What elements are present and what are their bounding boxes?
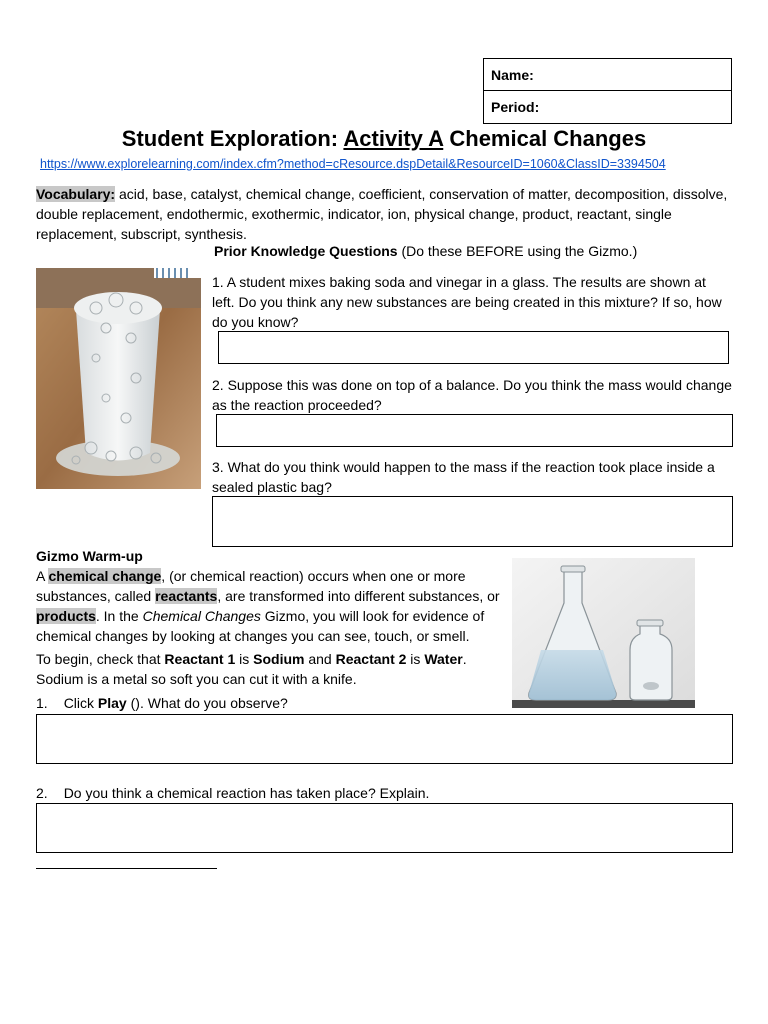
gizmo-link[interactable]: https://www.explorelearning.com/index.cfm?method=cResource.dspDetail&ResourceID=1060&ClassID=3394504 xyxy=(40,157,666,171)
warmup-p1-text-a: A xyxy=(36,568,49,584)
reactant-1-label: Reactant 1 xyxy=(164,651,236,667)
baking-soda-image xyxy=(36,268,201,489)
warmup-p2-text-e: . xyxy=(462,651,467,667)
prior-question-1: 1. A student mixes baking soda and vinegar in a glass. The results are shown at left. Do you think any new substances are being created in this mixture? If so, how do you know? xyxy=(212,274,722,330)
prior-question-2: 2. Suppose this was done on top of a balance. Do you think the mass would change as the reaction proceeded? xyxy=(212,377,732,413)
prior-knowledge-note: (Do these BEFORE using the Gizmo.) xyxy=(397,243,638,259)
prior-knowledge-heading xyxy=(214,243,637,259)
warmup-p2-text-d: is xyxy=(406,651,425,667)
erlenmeyer-flask-icon xyxy=(512,558,695,708)
warmup-p1-text-b: , (or chemical reaction) occurs when one or more substances, called xyxy=(36,568,466,604)
warmup-p2-text-b: is xyxy=(235,651,254,667)
warmup-question-2 xyxy=(36,783,429,803)
answer-box-prior-3[interactable] xyxy=(212,496,733,547)
sodium-label: Sodium xyxy=(253,651,305,667)
warmup-q1-text-b: (). What do you observe? xyxy=(126,695,288,711)
warmup-q2-number: 2. xyxy=(36,785,48,801)
title-prefix: Student Exploration: xyxy=(121,126,344,151)
water-label: Water xyxy=(424,651,463,667)
period-field[interactable] xyxy=(484,91,731,123)
name-field[interactable] xyxy=(484,59,731,91)
name-period-table xyxy=(483,58,732,124)
page-title xyxy=(0,126,768,152)
title-activity: Activity A xyxy=(343,126,444,151)
warmup-p2-text-c: and xyxy=(304,651,336,667)
gizmo-name: Chemical Changes xyxy=(142,608,261,624)
prior-knowledge-title: Prior Knowledge Questions xyxy=(214,243,398,259)
warmup-paragraph-1 xyxy=(36,566,501,646)
term-chemical-change: chemical change xyxy=(48,568,162,584)
baking-soda-glass-icon xyxy=(36,268,201,489)
warmup-question-1 xyxy=(36,693,288,713)
vocabulary-paragraph xyxy=(36,184,736,244)
flask-image xyxy=(512,558,695,708)
term-reactants: reactants xyxy=(155,588,218,604)
vocabulary-terms: acid, base, catalyst, chemical change, coefficient, conservation of matter, decomposition, dissolve, double replacement, endothermic, exothermic, indicator, ion, physical change, product, reactant, single replacement, subscript, synthesis. xyxy=(36,186,728,242)
warmup-p2-line-2: Sodium is a metal so soft you can cut it with a knife. xyxy=(36,671,357,687)
warmup-p1-text-e: Gizmo, you will look for evidence of chemical changes by looking at changes you can see, touch, or smell. xyxy=(36,608,485,644)
reactant-2-label: Reactant 2 xyxy=(335,651,407,667)
answer-box-warmup-1[interactable] xyxy=(36,714,733,764)
footnote-separator xyxy=(36,868,217,869)
warmup-heading: Gizmo Warm-up xyxy=(36,548,143,564)
answer-box-warmup-2[interactable] xyxy=(36,803,733,853)
answer-box-prior-1[interactable] xyxy=(218,331,729,364)
warmup-p2-text-a: To begin, check that xyxy=(36,651,165,667)
warmup-q2-text: Do you think a chemical reaction has taken place? Explain. xyxy=(63,785,430,801)
warmup-paragraph-2 xyxy=(36,649,506,689)
warmup-q1-number: 1. xyxy=(36,695,48,711)
warmup-q1-text-a: Click xyxy=(63,695,98,711)
term-products: products xyxy=(36,608,96,624)
play-label: Play xyxy=(97,695,127,711)
name-label: Name: xyxy=(491,67,534,83)
answer-box-prior-2[interactable] xyxy=(216,414,733,447)
period-label: Period: xyxy=(491,99,540,115)
warmup-p1-text-d: . In the xyxy=(95,608,143,624)
title-suffix: Chemical Changes xyxy=(443,126,647,151)
prior-question-3: 3. What do you think would happen to the mass if the reaction took place inside a sealed plastic bag? xyxy=(212,459,715,495)
vocabulary-label: Vocabulary: xyxy=(36,186,116,202)
warmup-p1-text-c: , are transformed into different substances, or xyxy=(217,588,500,604)
